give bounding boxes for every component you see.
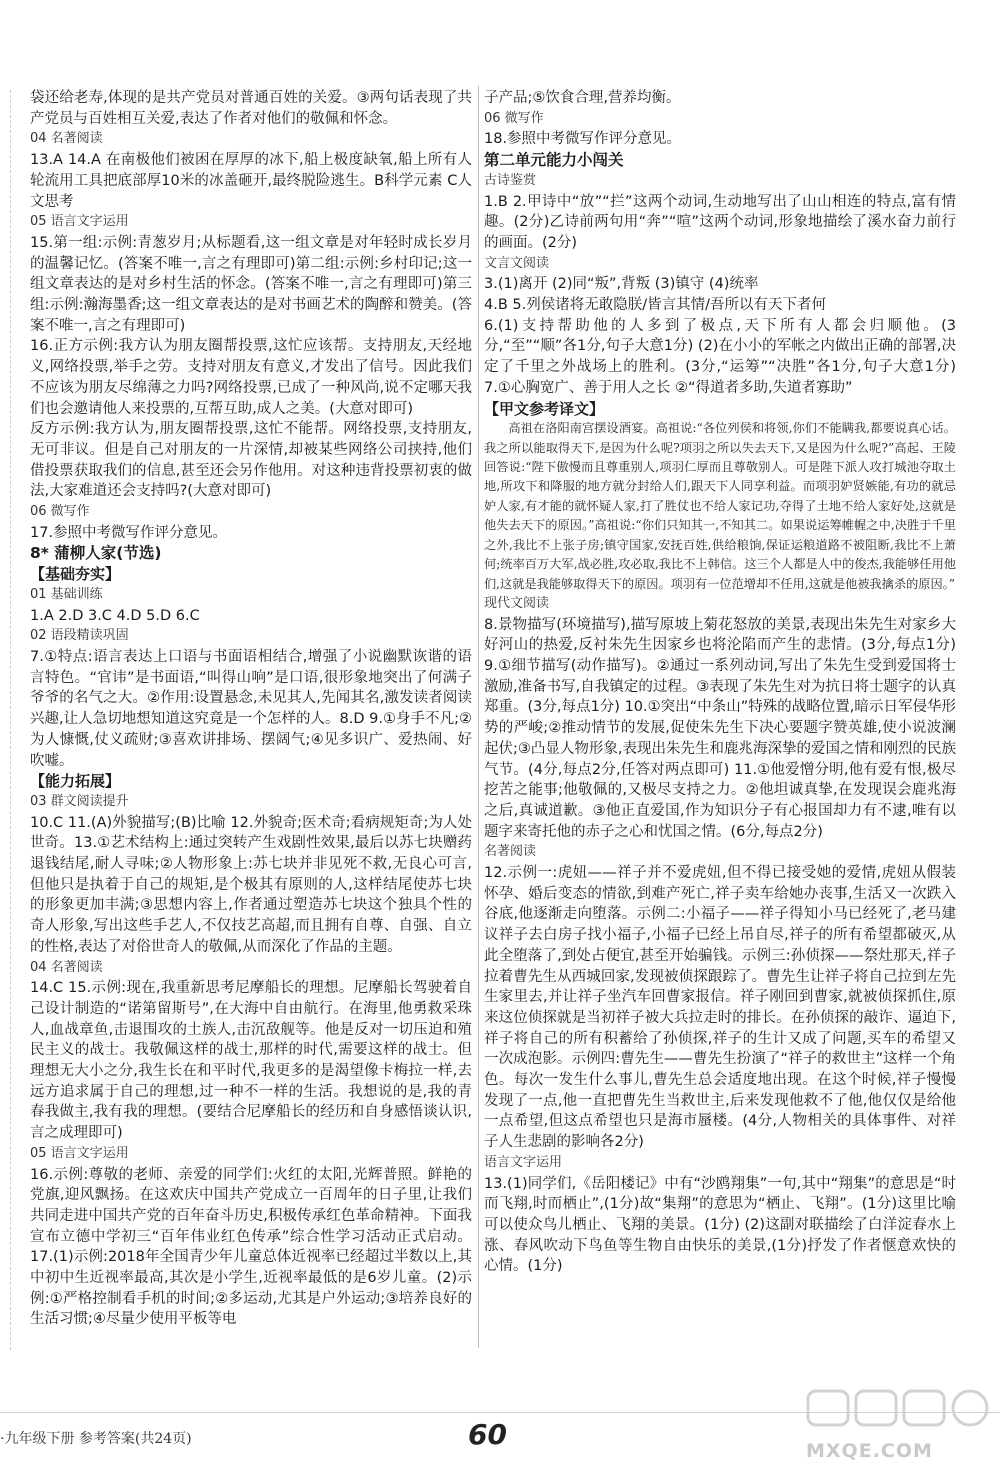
- section-label: 03 群文阅读提升: [30, 793, 129, 809]
- paragraph: 7.①特点:语言表达上口语与书面语相结合,增强了小说幽默诙谐的语言特色。“官讳”是书面语,“叫得山响”是口语,很形象地突出了何满子爷爷的名气之大。②作用:设置悬念,未见其人,先闻其名,激发读者阅读兴趣,让人急切地想知道这究竟是一个怎样的人。8.D 9.①身手不凡;②为人慷慨,仗义疏财;③喜欢讲排场、摆阔气;④见多识广、爱热闹、好吹嘘。: [30, 648, 472, 769]
- section-label: 02 语段精读巩固: [30, 628, 129, 644]
- section-label: 古诗鉴赏: [484, 172, 537, 188]
- footer-text: ·九年级下册 参考答案(共24页): [0, 1431, 192, 1447]
- section-label: 06 微写作: [484, 110, 544, 126]
- paragraph: 14.C 15.示例:现在,我重新思考尼摩船长的理想。尼摩船长驾驶着自己设计制造的“诺第留斯号”,在大海中自由航行。在海里,他勇救采珠人,血战章鱼,击退围攻的土族人,击沉敌舰等。他是反对一切压迫和殖民主义的战士。我敬佩这样的战士,那样的时代,需要这样的战士。但理想无大小之分,我生长在和平时代,我更多的是渴望像卡梅拉一样,去远方追求属于自己的理想,过一种不一样的生活。我想说的是,我的青春我做主,我有我的理想。(要结合尼摩船长的经历和自身感悟谈认识,言之成理即可): [30, 980, 472, 1142]
- page-number: 60: [468, 1418, 507, 1451]
- paragraph: 3.(1)离开 (2)同“叛”,背叛 (3)镇守 (4)统率: [484, 276, 759, 293]
- paragraph: 1.B 2.甲诗中“放”“拦”这两个动词,生动地写出了山山相连的特点,富有情趣。(2分)乙诗前两句用“奔”“喧”这两个动词,形象地描绘了溪水奋力前行的画面。(2分): [484, 193, 956, 251]
- right-column: [484, 88, 956, 1277]
- paragraph: 18.参照中考微写作评分意见。: [484, 131, 682, 148]
- section-label: 语言文字运用: [484, 1154, 563, 1170]
- paragraph: 1.A 2.D 3.C 4.D 5.D 6.C: [30, 607, 200, 624]
- section-heading: 【基础夯实】: [30, 565, 121, 584]
- section-label: 现代文阅读: [484, 595, 550, 611]
- paragraph: 12.示例一:虎妞——祥子并不爱虎妞,但不得已接受她的爱情,虎妞从假装怀孕、婚后变态的情欲,到难产死亡,祥子卖车给她办丧事,生活又一次跌入谷底,他逐渐走向堕落。示例二:小福子——祥子得知小马已经死了,老马建议祥子去白房子找小福子,小福子已经上吊自尽,祥子的所有希望都破灭,从此全堕落了,到处占便宜,甚至开始骗钱。示例三:孙侦探——祭灶那天,祥子拉着曹先生从西城回家,发现被侦探跟踪了。曹先生让祥子将自己拉到左先生家里去,并让祥子坐汽车回曹家报信。祥子刚回到曹家,就被侦探抓住,原来这位侦探就是当初祥子被大兵拉走时的排长。在孙侦探的敲诈、逼迫下,祥子将自己的所有积蓄给了孙侦探,祥子的生计又成了问题,买车的希望又一次成泡影。示例四:曹先生——曹先生扮演了“祥子的救世主”这样一个角色。每次一发生什么事儿,曹先生总会适度地出现。在这个时候,祥子慢慢发现了一点,他一直把曹先生当救世主,后来发现他救不了他,他仅仅是给他一点希望,但这点希望也只是海市蜃楼。(4分,人物相关的具体事件、对祥子人生悲剧的影响各2分): [484, 865, 956, 1151]
- section-label: 04 名著阅读: [30, 959, 103, 975]
- section-label: 05 语言文字运用: [30, 214, 129, 230]
- section-label: 文言文阅读: [484, 255, 550, 271]
- paragraph: 8.景物描写(环境描写),描写原坡上菊花怒放的美景,表现出朱先生对家乡大好河山的热爱,反衬朱先生因家乡也将沦陷而产生的悲情。(3分,每点1分) 9.①细节描写(动作描写)。②通过一系列动词,写出了朱先生受到爱国将士激励,准备书写,自我镇定的过程。③表现了朱先生对为抗日将士题字的认真郑重。(3分,每点1分) 10.①突出“中条山”特殊的战略位置,暗示日军侵华形势的严峻;②推动情节的发展,促使朱先生下决心要题字赞英雄,使小说波澜起伏;③凸显人物形象,表现出朱先生和鹿兆海深挚的爱国之情和刚烈的民族气节。(4分,每点2分,任答对两点即可) 11.①他爱憎分明,他有爱有恨,极尽挖苦之能事;他敬佩的,又极尽支持之力。②他坦诚真挚,在发现误会鹿兆海之后,真诚道歉。③他正直爱国,作为知识分子有心报国却力有不逮,唯有以题字来寄托他的赤子之心和忧国之情。(6分,每点2分): [484, 616, 956, 840]
- paragraph: 16.正方示例:我方认为朋友圈帮投票,这忙应该帮。支持朋友,天经地义,网络投票,举手之劳。支持对朋友有意义,才发出了信号。因此我们不应该为朋友尽绵薄之力吗?网络投票,已成了一种风尚,说不定哪天我们也会邀请他人来投票的,互帮互助,成人之美。(大意对即可): [30, 338, 472, 417]
- paragraph: 10.C 11.(A)外貌描写;(B)比喻 12.外貌奇;医术奇;看病规矩奇;为人处世奇。13.①艺术结构上:通过突转产生戏剧性效果,最后以苏七块赠药退钱结尾,耐人寻味;②人物形象上:苏七块并非见死不救,无良心可言,但他只是执着于自己的规矩,是个极其有原则的人,这样结尾使苏七块的形象更加丰满;③思想内容上,作者通过塑造苏七块这个独具个性的奇人形象,写出这些手艺人,不仅技艺高超,而且拥有自尊、自强、自立的性格,表达了对俗世奇人的敬佩,从而深化了作品的主题。: [30, 814, 472, 955]
- paragraph: 4.B 5.列侯诸将无敢隐朕/皆言其情/吾所以有天下者何: [484, 297, 826, 314]
- section-heading: 【甲文参考译文】: [484, 399, 605, 418]
- section-label: 05 语言文字运用: [30, 1145, 129, 1161]
- lesson-title: 8* 蒲柳人家(节选): [30, 544, 162, 563]
- paragraph: 6.(1)支持帮助他的人多到了极点,天下所有人都会归顺他。(3分,“至”“顺”各1分,句子大意1分) (2)在小小的军帐之内做出正确的部署,决定了千里之外战场上的胜利。(3分,“运筹”“决胜”各1分,句子大意1分) 7.①心胸宽广、善于用人之长 ②“得道者多助,失道者寡助”: [484, 317, 956, 396]
- paragraph: 13.A 14.A 在南极他们被困在厚厚的冰下,船上极度缺氧,船上所有人轮流用工具把底部厚10米的冰盖砸开,最终脱险逃生。B科学元素 C人文思考: [30, 152, 472, 210]
- paragraph: 13.(1)同学们,《岳阳楼记》中有“沙鸥翔集”一句,其中“翔集”的意思是“时而飞翔,时而栖止”,(1分)故“集翔”的意思为“栖止、飞翔”。(1分)这里比喻可以使众鸟儿栖止、飞翔的美景。(1分) (2)这副对联描绘了白洋淀春水上涨、春风吹动下鸟鱼等生物自由快乐的美景,(1分)抒发了作者惬意欢快的心情。(1分): [484, 1175, 956, 1275]
- section-label: 06 微写作: [30, 504, 90, 520]
- paragraph: 袋还给老寿,体现的是共产党员对普通百姓的关爱。③两句话表现了共产党员与百姓相互关爱,表达了作者对他们的敬佩和怀念。: [30, 90, 472, 127]
- paragraph: 15.第一组:示例:青葱岁月;从标题看,这一组文章是对年轻时成长岁月的温馨记忆。(答案不唯一,言之有理即可)第二组:示例:乡村印记;这一组文章表达的是对乡村生活的怀念。(答案不唯一,言之有理即可)第三组:示例:瀚海墨香;这一组文章表达的是对书画艺术的陶醉和赞美。(答案不唯一,言之有理即可): [30, 234, 472, 334]
- binding-line: [10, 90, 11, 1350]
- paragraph: 17.参照中考微写作评分意见。: [30, 524, 228, 541]
- paragraph: 16.示例:尊敬的老师、亲爱的同学们:火红的太阳,光辉普照。鲜艳的党旗,迎风飘扬。在这欢庆中国共产党成立一百周年的日子里,让我们共同走进中国共产党的百年奋斗历史,积极传承红色革命精神。下面我宣布立德中学初三“百年伟业红色传承”综合性学习活动正式启动。17.(1)示例:2018年全国青少年儿童总体近视率已经超过半数以上,其中初中生近视率最高,其次是小学生,近视率最低的是6岁儿童。(2)示例:①严格控制看手机的时间;②多运动,尤其是户外运动;③培养良好的生活习惯;④尽量少使用平板等电: [30, 1166, 472, 1328]
- translation-text: 高祖在洛阳南宫摆设酒宴。高祖说:“各位列侯和将领,你们不能瞒我,都要说真心话。我之所以能取得天下,是因为什么呢?项羽之所以失去天下,又是因为什么呢?”高起、王陵回答说:“陛下傲慢而且尊重别人,项羽仁厚而且尊敬别人。可是陛下派人攻打城池夺取土地,所攻下和降服的地方就分封给人们,跟天下人同享利益。而项羽妒贤嫉能,有功的就忌妒人家,有才能的就怀疑人家,打了胜仗也不给人家记功,夺得了土地不给人家好处,这就是他失去天下的原因。”高祖说:“你们只知其一,不知其二。如果说运筹帷幄之中,决胜于千里之外,我比不上张子房;镇守国家,安抚百姓,供给粮饷,保证运粮道路不被阻断,我比不上萧何;统率百万大军,战必胜,攻必取,我比不上韩信。这三个人都是人中的俊杰,我能够任用他们,这就是我能够取得天下的原因。项羽有一位范增却不任用,这就是他被我擒杀的原因。”: [484, 421, 956, 591]
- section-heading: 【能力拓展】: [30, 772, 121, 791]
- section-label: 名著阅读: [484, 844, 537, 860]
- paragraph: 反方示例:我方认为,朋友圈帮投票,这忙不能帮。网络投票,支持朋友,无可非议。但是自己对朋友的一片深情,却被某些网络公司挟持,他们借投票获取我们的信息,甚至还会另作他用。对这种违背投票初衷的做法,大家难道还会支持吗?(大意对即可): [30, 421, 472, 500]
- section-label: 04 名著阅读: [30, 131, 103, 147]
- section-label: 01 基础训练: [30, 586, 103, 602]
- column-divider: [478, 86, 479, 1348]
- watermark-text: MXQE.COM: [806, 1440, 933, 1462]
- paragraph: 子产品;⑤饮食合理,营养均衡。: [484, 90, 681, 106]
- left-column: [30, 88, 472, 1330]
- unit-title: 第二单元能力小闯关: [484, 151, 624, 170]
